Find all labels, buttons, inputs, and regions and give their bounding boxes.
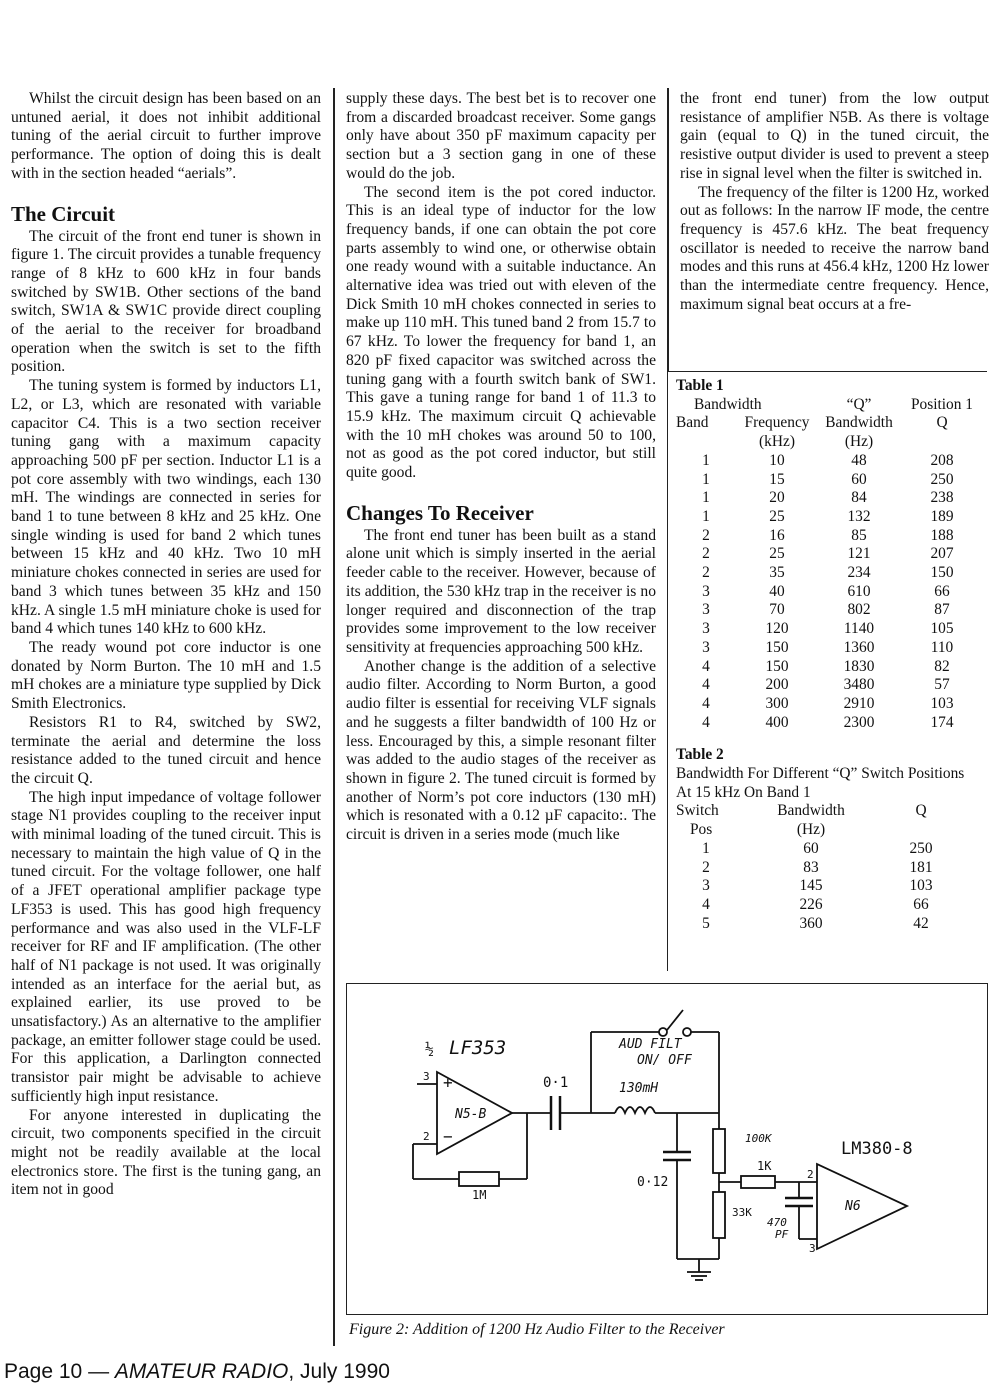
paragraph: The circuit of the front end tuner is shown in figure 1. The circuit provides a tunable frequency range of 8 kHz to 600 kHz in four bands switched by SW1B. Other sections of the band switch, SW1A & SW1C provide direct coupling of the aerial to the receiver for broadband operation when the switch is set to the fifth position. bbox=[11, 227, 321, 376]
table-cell: 70 bbox=[769, 601, 785, 619]
table-cell: 3 bbox=[702, 620, 710, 638]
table-cell: 1 bbox=[702, 451, 710, 469]
table-cell: 238 bbox=[930, 489, 954, 507]
svg-text:3: 3 bbox=[423, 1070, 430, 1083]
table-cell: 250 bbox=[930, 470, 954, 488]
table-header-row: Band Frequency Bandwidth Q bbox=[676, 414, 948, 432]
table-cell: 2 bbox=[702, 526, 710, 544]
svg-text:3: 3 bbox=[809, 1242, 816, 1255]
table-cell: 105 bbox=[930, 620, 954, 638]
table-cell: 2 bbox=[702, 858, 710, 876]
table-1-body bbox=[676, 452, 984, 733]
table-cell: 20 bbox=[769, 489, 785, 507]
table-cell: 3 bbox=[702, 638, 710, 656]
table-cell: 103 bbox=[930, 694, 954, 712]
amplifier-n6 bbox=[817, 1164, 907, 1249]
table-row bbox=[676, 489, 984, 508]
svg-text:2: 2 bbox=[423, 1130, 430, 1143]
figure-caption: Figure 2: Addition of 1200 Hz Audio Filter to the Receiver bbox=[349, 1321, 725, 1338]
table-cell: 4 bbox=[702, 694, 710, 712]
svg-text:100K: 100K bbox=[745, 1132, 772, 1145]
table-row bbox=[676, 564, 984, 583]
table-cell: 2 bbox=[702, 564, 710, 582]
paragraph: For anyone interested in duplicating the circuit, two components specified in the circuit might not be readily available at the local electronics store. The first is the tuning gang, an item not in good bbox=[11, 1106, 321, 1199]
table-cell: 1 bbox=[702, 507, 710, 525]
table-2-caption: At 15 kHz On Band 1 bbox=[676, 783, 811, 801]
table-cell: 60 bbox=[803, 839, 819, 857]
table-cell: 40 bbox=[769, 582, 785, 600]
table-row bbox=[676, 471, 984, 490]
label-130mh: 130mH bbox=[619, 1081, 659, 1096]
table-cell: 87 bbox=[934, 601, 950, 619]
paragraph: supply these days. The best bet is to recover one from a discarded broadcast receiver. Some gangs only have about 350 pF maximum capacity per section but a 3 section gang in one of these would do the job. bbox=[346, 90, 656, 182]
resistor-1m bbox=[459, 1172, 499, 1186]
table-cell: 802 bbox=[847, 601, 871, 619]
table-cell: 57 bbox=[934, 676, 950, 694]
table-header-row: Bandwidth “Q” Position 1 bbox=[694, 395, 973, 413]
table-row bbox=[676, 695, 984, 714]
label-0-12: 0·12 bbox=[637, 1175, 669, 1190]
table-header-row: Pos (Hz) bbox=[690, 821, 826, 839]
paragraph: The ready wound pot core inductor is one donated by Norm Burton. The 10 mH and 1.5 mH chokes are a miniature type supplied by Dick Smith Electronics. bbox=[11, 638, 321, 713]
table-cell: 2300 bbox=[843, 713, 875, 731]
table-cell: 226 bbox=[799, 895, 823, 913]
table-cell: 181 bbox=[909, 858, 933, 876]
paragraph: The high input impedance of voltage follower stage N1 provides coupling to the receiver input with minimal loading of the tuned circuit. This is necessary to maintain the high value of Q in the tuned circuit. For the voltage follower, one half of a JFET operational amplifier package type LF353 is used. This has good high frequency performance and was also used in the VLF-LF receiver for RF and IF amplification. (The other half of N1 package is not used. It was originally intended as an interface for the aerial but, as explained earlier, its use proved to be unsatisfactory.) As an alternative to the amplifier package, an emitter follower stage could be used. For this application, a Darlington connected transistor pair might be advisable to achieve sufficiently high input resistance. bbox=[11, 788, 321, 1105]
table-2 bbox=[676, 802, 956, 933]
table-cell: 4 bbox=[702, 895, 710, 913]
resistor-100k bbox=[713, 1129, 725, 1173]
table-cell: 25 bbox=[769, 545, 785, 563]
table-row bbox=[676, 915, 956, 934]
table-row bbox=[676, 676, 984, 695]
column-divider bbox=[667, 88, 669, 372]
section-heading: Changes To Receiver bbox=[346, 500, 534, 525]
table-row bbox=[676, 658, 984, 677]
table-row bbox=[676, 840, 956, 859]
table-cell: 132 bbox=[847, 507, 871, 525]
label-lf353: LF353 bbox=[449, 1037, 507, 1059]
paragraph: The second item is the pot cored inductor. This is an ideal type of inductor for the low frequency bands, if one can obtain the pot core parts assembly to wind one, or otherwise obtain one ready wound with a suitable inductance. An alternative idea was tried out with eleven of the Dick Smith 10 mH chokes connected in series to make up 110 mH. This tuned band 2 from 15.7 to 67 kHz. To lower the frequency for band 1, an 820 pF fixed capacitor was switched across the tuning gang with a fourth switch bank of SW1. This gave a tuning range for band 1 of 11.3 to 15.9 kHz. The maximum circuit Q achievable with the 10 mH chokes was around 50 to 100, not as good as the pot cored inductor, but still quite good. bbox=[346, 183, 656, 482]
table-cell: 84 bbox=[851, 489, 867, 507]
table-cell: 48 bbox=[851, 451, 867, 469]
table-cell: 174 bbox=[930, 713, 954, 731]
paragraph: The tuning system is formed by inductors L1, L2, or L3, which are resonated with variable capacitor C4. This is a two section receiver tuning gang with a maximum capacity approaching 500 pF per section. Inductor L1 is a pot core assembly with two windings, each 130 mH. The windings are connected in series for band 1 to tune between 8 kHz and 25 kHz. One single winding is used for band 2 which tunes between 15 kHz and 40 kHz. Two 10 mH miniature chokes connected in series are used for band 3 which tunes between 35 kHz and 150 kHz. A single 1.5 mH miniature choke is used for band 4 which tunes 140 kHz to 600 kHz. bbox=[11, 377, 321, 638]
table-row bbox=[676, 508, 984, 527]
svg-text:1K: 1K bbox=[757, 1159, 772, 1173]
table-row bbox=[676, 639, 984, 658]
table-row bbox=[676, 583, 984, 602]
table-1-title: Table 1 bbox=[676, 377, 724, 394]
table-row bbox=[676, 620, 984, 639]
tables-box bbox=[667, 371, 987, 971]
page-footer bbox=[4, 1360, 390, 1384]
table-cell: 3 bbox=[702, 877, 710, 895]
table-cell: 15 bbox=[769, 470, 785, 488]
column-divider bbox=[333, 88, 335, 1346]
table-cell: 4 bbox=[702, 657, 710, 675]
table-2-title: Table 2 bbox=[676, 746, 724, 764]
column-1 bbox=[11, 90, 321, 1200]
table-cell: 35 bbox=[769, 564, 785, 582]
label-lm380: LM380-8 bbox=[841, 1139, 913, 1159]
table-2-caption: Bandwidth For Different “Q” Switch Positions bbox=[676, 765, 965, 783]
table-cell: 610 bbox=[847, 582, 871, 600]
label-n5b: N5-B bbox=[455, 1107, 487, 1122]
table-cell: 150 bbox=[765, 657, 789, 675]
label-on-off: ON/ OFF bbox=[637, 1053, 692, 1068]
table-cell: 103 bbox=[909, 877, 933, 895]
table-row bbox=[676, 896, 956, 915]
table-cell: 3 bbox=[702, 582, 710, 600]
table-cell: 66 bbox=[913, 895, 929, 913]
table-cell: 85 bbox=[851, 526, 867, 544]
table-cell: 4 bbox=[702, 713, 710, 731]
table-cell: 188 bbox=[930, 526, 954, 544]
table-cell: 4 bbox=[702, 676, 710, 694]
table-row bbox=[676, 877, 956, 896]
paragraph: the front end tuner) from the low output resistance of amplifier N5B. As there is voltage gain (equal to Q) in the tuned circuit, the resistive output divider is used to prevent a steep rise in signal level when the filter is switched in. bbox=[680, 90, 989, 182]
paragraph: Resistors R1 to R4, switched by SW2, terminate the aerial and determine the loss resistance added to the tuned circuit and hence the circuit Q. bbox=[11, 713, 321, 787]
paragraph: The frequency of the filter is 1200 Hz, worked out as follows: In the narrow IF mode, the centre frequency is 457.6 kHz. The beat frequency oscillator is needed to receive the narrow band modes and this runs at 456.4 kHz, 1200 Hz lower than the intermediate centre frequency. Hence, maximum signal beat occurs at a fre- bbox=[680, 183, 989, 313]
table-cell: 16 bbox=[769, 526, 785, 544]
section-heading: The Circuit bbox=[11, 201, 116, 226]
table-cell: 1360 bbox=[843, 638, 875, 656]
svg-text:1M: 1M bbox=[472, 1188, 487, 1202]
table-row bbox=[676, 859, 956, 878]
table-cell: 1 bbox=[702, 489, 710, 507]
label-cap-0-1: 0·1 bbox=[543, 1075, 569, 1091]
table-cell: 60 bbox=[851, 470, 867, 488]
table-cell: 150 bbox=[930, 564, 954, 582]
label-lf353-frac: ½ bbox=[425, 1040, 435, 1058]
svg-text:470: 470 bbox=[767, 1216, 787, 1229]
svg-text:N6: N6 bbox=[845, 1199, 861, 1214]
svg-text:2: 2 bbox=[807, 1168, 814, 1181]
table-row bbox=[676, 545, 984, 564]
table-cell: 120 bbox=[765, 620, 789, 638]
table-row bbox=[676, 452, 984, 471]
schematic-svg bbox=[347, 984, 987, 1314]
table-cell: 208 bbox=[930, 451, 954, 469]
table-cell: 207 bbox=[930, 545, 954, 563]
resistor-33k bbox=[713, 1192, 725, 1238]
figure-2-schematic bbox=[346, 983, 988, 1315]
table-cell: 2910 bbox=[843, 694, 875, 712]
issue-date: , July 1990 bbox=[288, 1360, 390, 1383]
table-cell: 3480 bbox=[843, 676, 875, 694]
inductor-130mh bbox=[615, 1107, 655, 1113]
table-1 bbox=[676, 396, 984, 733]
table-row bbox=[676, 527, 984, 546]
resistor-1k bbox=[741, 1176, 775, 1188]
table-cell: 189 bbox=[930, 507, 954, 525]
table-cell: 200 bbox=[765, 676, 789, 694]
table-cell: 82 bbox=[934, 657, 950, 675]
table-cell: 110 bbox=[930, 638, 954, 656]
table-cell: 66 bbox=[934, 582, 950, 600]
table-cell: 1140 bbox=[843, 620, 875, 638]
table-cell: 150 bbox=[765, 638, 789, 656]
table-row bbox=[676, 714, 984, 733]
table-cell: 5 bbox=[702, 914, 710, 932]
table-2-body bbox=[676, 840, 956, 934]
magazine-name: AMATEUR RADIO bbox=[114, 1360, 289, 1383]
table-cell: 234 bbox=[847, 564, 871, 582]
paragraph: Another change is the addition of a selective audio filter. According to Norm Burton, a good audio filter is essential for receiving VLF signals and he suggests a filter bandwidth of 100 Hz or less. Encouraged by this, a simple resonant filter was added to the audio stages of the receiver as shown in figure 2. The tuned circuit is formed by another of Norm’s pot core inductors (130 mH) which is resonated with a 0.12 µF capacito:. The circuit is driven in a series mode (much like bbox=[346, 657, 656, 844]
table-cell: 25 bbox=[769, 507, 785, 525]
column-3 bbox=[680, 90, 989, 314]
table-cell: 3 bbox=[702, 601, 710, 619]
svg-text:33K: 33K bbox=[732, 1206, 752, 1219]
table-cell: 1 bbox=[702, 839, 710, 857]
column-2 bbox=[346, 90, 656, 845]
table-cell: 300 bbox=[765, 694, 789, 712]
table-cell: 1830 bbox=[843, 657, 875, 675]
paragraph: Whilst the circuit design has been based on an untuned aerial, it does not inhibit additional tuning of the aerial circuit to further improve performance. The option of doing this is dealt with in the section headed “aerials”. bbox=[11, 90, 321, 182]
table-cell: 145 bbox=[799, 877, 823, 895]
table-cell: 83 bbox=[803, 858, 819, 876]
table-cell: 10 bbox=[769, 451, 785, 469]
table-row bbox=[676, 601, 984, 620]
table-cell: 2 bbox=[702, 545, 710, 563]
table-cell: 250 bbox=[909, 839, 933, 857]
label-aud-filt: AUD FILT bbox=[619, 1037, 682, 1052]
paragraph: The front end tuner has been built as a stand alone unit which is simply inserted in the aerial feeder cable to the receiver. However, because of its addition, the 530 kHz trap in the receiver is no longer required and disconnection of the trap provides some improvement to the low receiver sensitivity at frequencies approaching 500 kHz. bbox=[346, 526, 656, 656]
table-cell: 400 bbox=[765, 713, 789, 731]
table-cell: 1 bbox=[702, 470, 710, 488]
table-header-row: (kHz) (Hz) bbox=[759, 433, 874, 451]
table-header-row: Switch Bandwidth Q bbox=[676, 802, 927, 820]
svg-text:PF: PF bbox=[775, 1228, 789, 1241]
table-cell: 42 bbox=[913, 914, 929, 932]
svg-text:−: − bbox=[443, 1127, 453, 1146]
table-cell: 360 bbox=[799, 914, 823, 932]
svg-text:+: + bbox=[443, 1073, 453, 1092]
page-number: Page 10 — bbox=[4, 1360, 115, 1383]
table-cell: 121 bbox=[847, 545, 871, 563]
